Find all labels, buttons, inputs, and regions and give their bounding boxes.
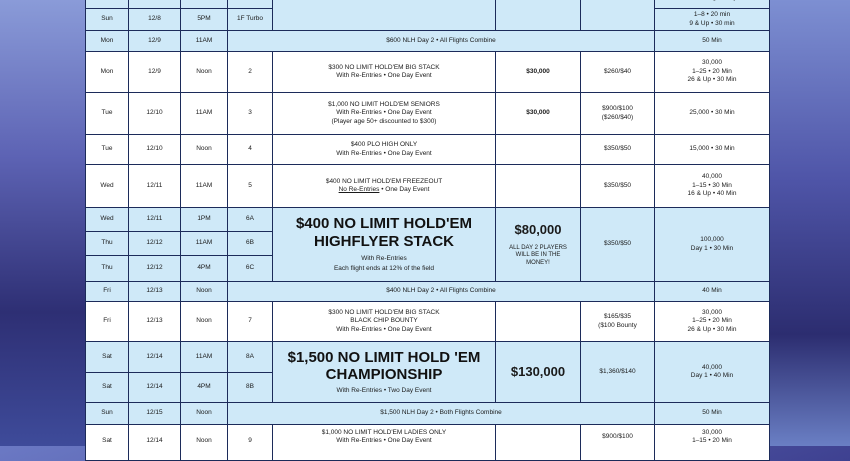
structure-cell <box>655 9 770 31</box>
buyin-line: $900/$100 <box>602 105 633 113</box>
structure-cell <box>655 165 770 208</box>
date-cell: 12/13 <box>129 282 181 302</box>
date-cell: 12/9 <box>129 31 181 52</box>
day-cell: Mon <box>86 52 129 93</box>
date-cell: 12/14 <box>129 342 181 373</box>
event-subtitle <box>275 186 493 194</box>
structure-line: Day 1 • 40 Min <box>690 372 734 379</box>
structure-cell <box>655 302 770 342</box>
event-subtitle: With Re-Entries • One Day Event <box>336 437 432 445</box>
time-cell: Noon <box>181 403 228 425</box>
event-subtitle: With Re-Entries • One Day Event <box>336 72 432 79</box>
day2-span-cell: $400 NLH Day 2 • All Flights Combine <box>228 282 655 302</box>
prize-pool-cell <box>496 302 581 342</box>
time-cell: Noon <box>181 52 228 93</box>
time-cell: 4PM <box>181 373 228 403</box>
structure-line: 30,000 <box>702 429 722 436</box>
date-cell: 12/10 <box>129 135 181 165</box>
day-cell: Thu <box>86 232 129 256</box>
structure-cell <box>655 0 770 9</box>
event-note: (Player age 50+ discounted to $300) <box>331 117 437 125</box>
championship-description-cell <box>273 342 496 403</box>
highflyer-prize-note-2: WILL BE IN THE <box>515 252 561 259</box>
prize-pool-cell <box>496 165 581 208</box>
structure-line: 1–25 • 20 Min <box>692 67 732 75</box>
highflyer-structure-cell <box>655 208 770 282</box>
day-cell: Tue <box>86 135 129 165</box>
structure-line: Day 1 • 30 Min <box>690 244 734 252</box>
structure-line: 1–25 • 20 Min <box>692 317 732 325</box>
time-cell: Noon <box>181 302 228 342</box>
time-cell: 11AM <box>181 31 228 52</box>
event-note: With Re-Entries • One Day Event <box>336 325 432 333</box>
structure-cell: 50 Min <box>655 403 770 425</box>
date-cell: 12/8 <box>129 9 181 31</box>
date-cell: 12/12 <box>129 256 181 282</box>
no-reentries-text: No Re-Entries <box>338 186 380 193</box>
prize-pool-cell <box>496 425 581 461</box>
highflyer-buyin-cell: $350/$50 <box>581 208 655 282</box>
event-number-cell: 1F Turbo <box>228 9 273 31</box>
date-cell: 12/15 <box>129 403 181 425</box>
championship-structure-cell <box>655 342 770 403</box>
day2-span-cell: $600 NLH Day 2 • All Flights Combine <box>228 31 655 52</box>
structure-cell: 25,000 • 30 Min <box>655 93 770 135</box>
highflyer-description-cell <box>273 208 496 282</box>
structure-cell: 40 Min <box>655 282 770 302</box>
table-row <box>86 403 770 425</box>
structure-line: 26 & Up • 30 Min <box>687 76 737 84</box>
event-number-cell: 6C <box>228 256 273 282</box>
table-row <box>86 135 770 165</box>
highflyer-prize-note-1: ALL DAY 2 PLAYERS <box>509 245 567 252</box>
event-number-cell: 4 <box>228 135 273 165</box>
day-cell: Mon <box>86 31 129 52</box>
highflyer-subtitle: With Re-Entries <box>361 254 407 262</box>
event-description-cell <box>273 302 496 342</box>
structure-cell: 15,000 • 30 Min <box>655 135 770 165</box>
time-cell: Noon <box>181 135 228 165</box>
structure-line: 16 & Up • 40 Min <box>687 190 737 198</box>
championship-subtitle: With Re-Entries • Two Day Event <box>336 386 432 394</box>
time-cell: 4PM <box>181 256 228 282</box>
day-cell: Fri <box>86 302 129 342</box>
one-day-text: • One Day Event <box>379 186 430 193</box>
buyin-cell: $350/$50 <box>581 135 655 165</box>
event-number-cell: 2 <box>228 52 273 93</box>
day-cell: Fri <box>86 282 129 302</box>
buyin-cell: $900/$100 <box>581 425 655 461</box>
date-cell: 12/11 <box>129 208 181 232</box>
buyin-line: $165/$35 <box>603 313 632 321</box>
date-cell: 12/11 <box>129 165 181 208</box>
day-cell: Sun <box>86 9 129 31</box>
buyin-line: ($260/$40) <box>601 113 634 121</box>
date-cell: 12/12 <box>129 232 181 256</box>
day2-span-cell: $1,500 NLH Day 2 • Both Flights Combine <box>228 403 655 425</box>
event-number-cell: 6A <box>228 208 273 232</box>
prize-pool-cell: $30,000 <box>496 52 581 93</box>
time-cell: 11AM <box>181 232 228 256</box>
highflyer-title-line2: HIGHFLYER STACK <box>313 232 454 250</box>
prize-pool-cell <box>496 135 581 165</box>
championship-title-line1: $1,500 NO LIMIT HOLD 'EM <box>287 349 481 367</box>
background-right <box>760 0 850 446</box>
highflyer-title-line1: $400 NO LIMIT HOLD'EM <box>295 215 473 233</box>
table-row <box>86 165 770 208</box>
date-cell: 12/9 <box>129 52 181 93</box>
date-cell: 12/10 <box>129 93 181 135</box>
event-number-cell: 7 <box>228 302 273 342</box>
day-cell: Sat <box>86 373 129 403</box>
structure-line: 1–15 • 30 Min <box>692 181 732 189</box>
event-subtitle: With Re-Entries • One Day Event <box>336 149 432 157</box>
highflyer-prize-cell <box>496 208 581 282</box>
highflyer-prize: $80,000 <box>514 222 562 238</box>
time-cell: 11AM <box>181 165 228 208</box>
table-row <box>86 52 770 93</box>
day-cell <box>86 0 129 9</box>
event-number-cell: 5 <box>228 165 273 208</box>
day-cell: Sun <box>86 403 129 425</box>
event-number-cell: 9 <box>228 425 273 461</box>
prize-pool-cell <box>496 0 581 31</box>
day-cell: Wed <box>86 165 129 208</box>
structure-line: 30,000 <box>702 308 722 316</box>
championship-buyin-cell: $1,360/$140 <box>581 342 655 403</box>
date-cell: 12/14 <box>129 373 181 403</box>
structure-line: 40,000 <box>702 363 722 371</box>
event-number-cell: 8A <box>228 342 273 373</box>
buyin-cell <box>581 93 655 135</box>
buyin-line: ($100 Bounty <box>598 321 637 329</box>
date-cell: 12/13 <box>129 302 181 342</box>
event-description-cell <box>273 0 496 31</box>
event-subtitle: BLACK CHIP BOUNTY <box>350 317 418 325</box>
time-cell <box>181 0 228 9</box>
table-row <box>86 302 770 342</box>
tournament-schedule-table <box>85 0 770 461</box>
table-row <box>86 425 770 461</box>
structure-line: 9 & Up • 30 min <box>689 19 735 27</box>
structure-line: 100,000 <box>700 236 724 244</box>
time-cell: 11AM <box>181 342 228 373</box>
table-row <box>86 208 770 232</box>
event-description-cell <box>273 52 496 93</box>
highflyer-prize-note-3: MONEY! <box>526 259 550 266</box>
structure-cell <box>655 425 770 461</box>
event-description-cell <box>273 165 496 208</box>
event-description-cell <box>273 425 496 461</box>
time-cell: 11AM <box>181 93 228 135</box>
event-title: $300 NO LIMIT HOLD'EM BIG STACK <box>328 308 440 316</box>
buyin-cell: $260/$40 <box>581 52 655 93</box>
highflyer-note: Each flight ends at 12% of the field <box>333 265 435 273</box>
event-number-cell <box>228 0 273 9</box>
structure-line: 26 & Up • 30 Min <box>687 325 737 333</box>
buyin-cell <box>581 302 655 342</box>
event-number-cell: 6B <box>228 232 273 256</box>
event-title: $1,000 NO LIMIT HOLD'EM LADIES ONLY <box>321 429 447 436</box>
structure-line: 30,000 <box>702 59 722 67</box>
championship-prize-cell: $130,000 <box>496 342 581 403</box>
event-number-cell: 3 <box>228 93 273 135</box>
structure-line: 1–15 • 20 Min <box>692 437 732 445</box>
time-cell: Noon <box>181 425 228 461</box>
championship-title-line2: CHAMPIONSHIP <box>325 366 443 384</box>
date-cell <box>129 0 181 9</box>
event-title: $400 PLO HIGH ONLY <box>350 141 418 149</box>
event-title: $400 NO LIMIT HOLD'EM FREEZEOUT <box>325 177 443 185</box>
day-cell: Wed <box>86 208 129 232</box>
event-title: $300 NO LIMIT HOLD'EM BIG STACK <box>328 63 440 71</box>
event-description-cell <box>273 135 496 165</box>
table-row <box>86 342 770 373</box>
time-cell: Noon <box>181 282 228 302</box>
day-cell: Sat <box>86 342 129 373</box>
table-row <box>86 93 770 135</box>
event-number-cell: 8B <box>228 373 273 403</box>
table-row <box>86 282 770 302</box>
event-description-cell <box>273 93 496 135</box>
day-cell: Tue <box>86 93 129 135</box>
day-cell: Thu <box>86 256 129 282</box>
table-row <box>86 31 770 52</box>
time-cell: 5PM <box>181 9 228 31</box>
event-title: $1,000 NO LIMIT HOLD'EM SENIORS <box>328 100 440 108</box>
buyin-cell: $350/$50 <box>581 165 655 208</box>
day-cell: Sat <box>86 425 129 461</box>
structure-line: 40,000 <box>702 173 722 181</box>
table-row <box>86 0 770 9</box>
date-cell: 12/14 <box>129 425 181 461</box>
background-left <box>0 0 86 446</box>
buyin-cell <box>581 0 655 31</box>
structure-cell: 50 Min <box>655 31 770 52</box>
time-cell: 1PM <box>181 208 228 232</box>
event-subtitle: With Re-Entries • One Day Event <box>336 109 432 117</box>
prize-pool-cell: $30,000 <box>496 93 581 135</box>
structure-cell <box>655 52 770 93</box>
structure-line: 1–8 • 20 min <box>693 11 731 19</box>
